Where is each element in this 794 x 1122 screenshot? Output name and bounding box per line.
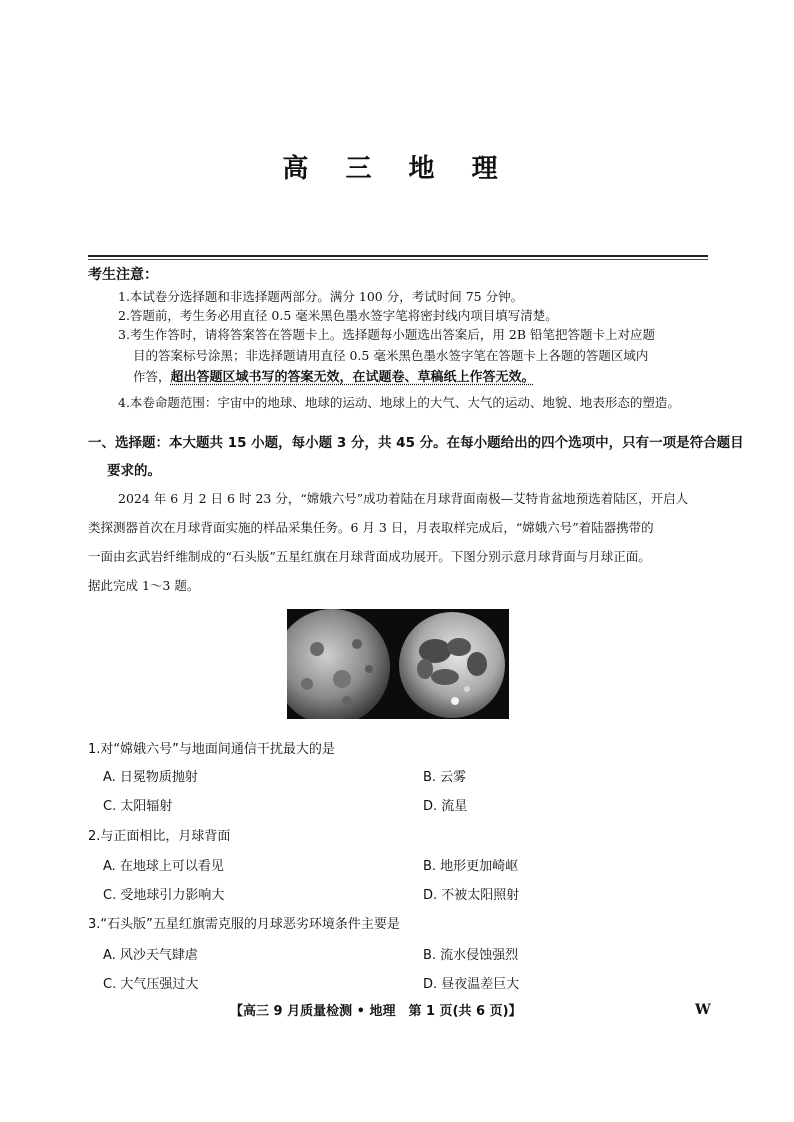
header-divider [88, 255, 708, 257]
notice-item-4: 4.本卷命题范围：宇宙中的地球、地球的运动、地球上的大气、大气的运动、地貌、地表形态的塑造。 [118, 395, 680, 410]
footer-mark: W [695, 1002, 711, 1018]
notice-item-3-emphasis: 超出答题区域书写的答案无效，在试题卷、草稿纸上作答无效。 [170, 370, 535, 385]
question-2-option-b: B. 地形更加崎岖 [423, 859, 519, 874]
question-3-option-a: A. 风沙天气肆虐 [103, 948, 198, 963]
question-3-option-b: B. 流水侵蚀强烈 [423, 948, 519, 963]
passage-line-4: 据此完成 1～3 题。 [88, 578, 200, 593]
passage-line-2: 类探测器首次在月球背面实施的样品采集任务。6 月 3 日，月表取样完成后，“嫦娥六号”着陆器携带的 [88, 520, 654, 535]
notice-heading: 考生注意： [88, 267, 158, 283]
question-2-option-d: D. 不被太阳照射 [423, 888, 520, 903]
question-3-stem: 3.“石头版”五星红旗需克服的月球恶劣环境条件主要是 [88, 917, 400, 932]
passage-line-3: 一面由玄武岩纤维制成的“石头版”五星红旗在月球背面成功展开。下图分别示意月球背面与月球正面。 [88, 549, 651, 564]
question-2-stem: 2.与正面相比，月球背面 [88, 829, 231, 844]
notice-item-3-line-3 [133, 366, 535, 388]
notice-item-3-line-1: 3.考生作答时，请将答案答在答题卡上。选择题每小题选出答案后，用 2B 铅笔把答题卡上对应题 [118, 327, 656, 342]
header-divider-thin [88, 259, 708, 260]
passage-line-1: 2024 年 6 月 2 日 6 时 23 分，“嫦娥六号”成功着陆在月球背面南极—艾特肯盆地预选着陆区，开启人 [118, 491, 689, 506]
moon-illustration [287, 609, 509, 719]
moon-near-side [399, 612, 505, 718]
question-2-option-c: C. 受地球引力影响大 [103, 888, 225, 903]
question-1-option-c: C. 太阳辐射 [103, 799, 173, 814]
moon-figure [287, 609, 509, 719]
section-heading-continued: 要求的。 [107, 463, 161, 479]
notice-item-3-prefix: 作答， [133, 369, 171, 384]
page-title: 高 三 地 理 [282, 154, 512, 184]
question-1-option-b: B. 云雾 [423, 770, 467, 785]
section-heading: 一、选择题：本大题共 15 小题，每小题 3 分，共 45 分。在每小题给出的四个选项中，只有一项是符合题目 [88, 435, 744, 451]
question-1-option-d: D. 流星 [423, 799, 468, 814]
notice-item-1: 1.本试卷分选择题和非选择题两部分。满分 100 分，考试时间 75 分钟。 [118, 289, 524, 304]
notice-item-3-line-2: 目的答案标号涂黑；非选择题请用直径 0.5 毫米黑色墨水签字笔在答题卡上各题的答题区域内 [133, 348, 649, 363]
question-2-option-a: A. 在地球上可以看见 [103, 859, 224, 874]
question-1-option-a: A. 日冕物质抛射 [103, 770, 198, 785]
question-3-option-d: D. 昼夜温差巨大 [423, 977, 520, 992]
question-3-option-c: C. 大气压强过大 [103, 977, 199, 992]
notice-item-2: 2.答题前，考生务必用直径 0.5 毫米黑色墨水签字笔将密封线内项目填写清楚。 [118, 308, 558, 323]
page-footer: 【高三 9 月质量检测 • 地理 第 1 页(共 6 页)】 [230, 1004, 522, 1019]
question-1-stem: 1.对“嫦娥六号”与地面间通信干扰最大的是 [88, 742, 335, 757]
